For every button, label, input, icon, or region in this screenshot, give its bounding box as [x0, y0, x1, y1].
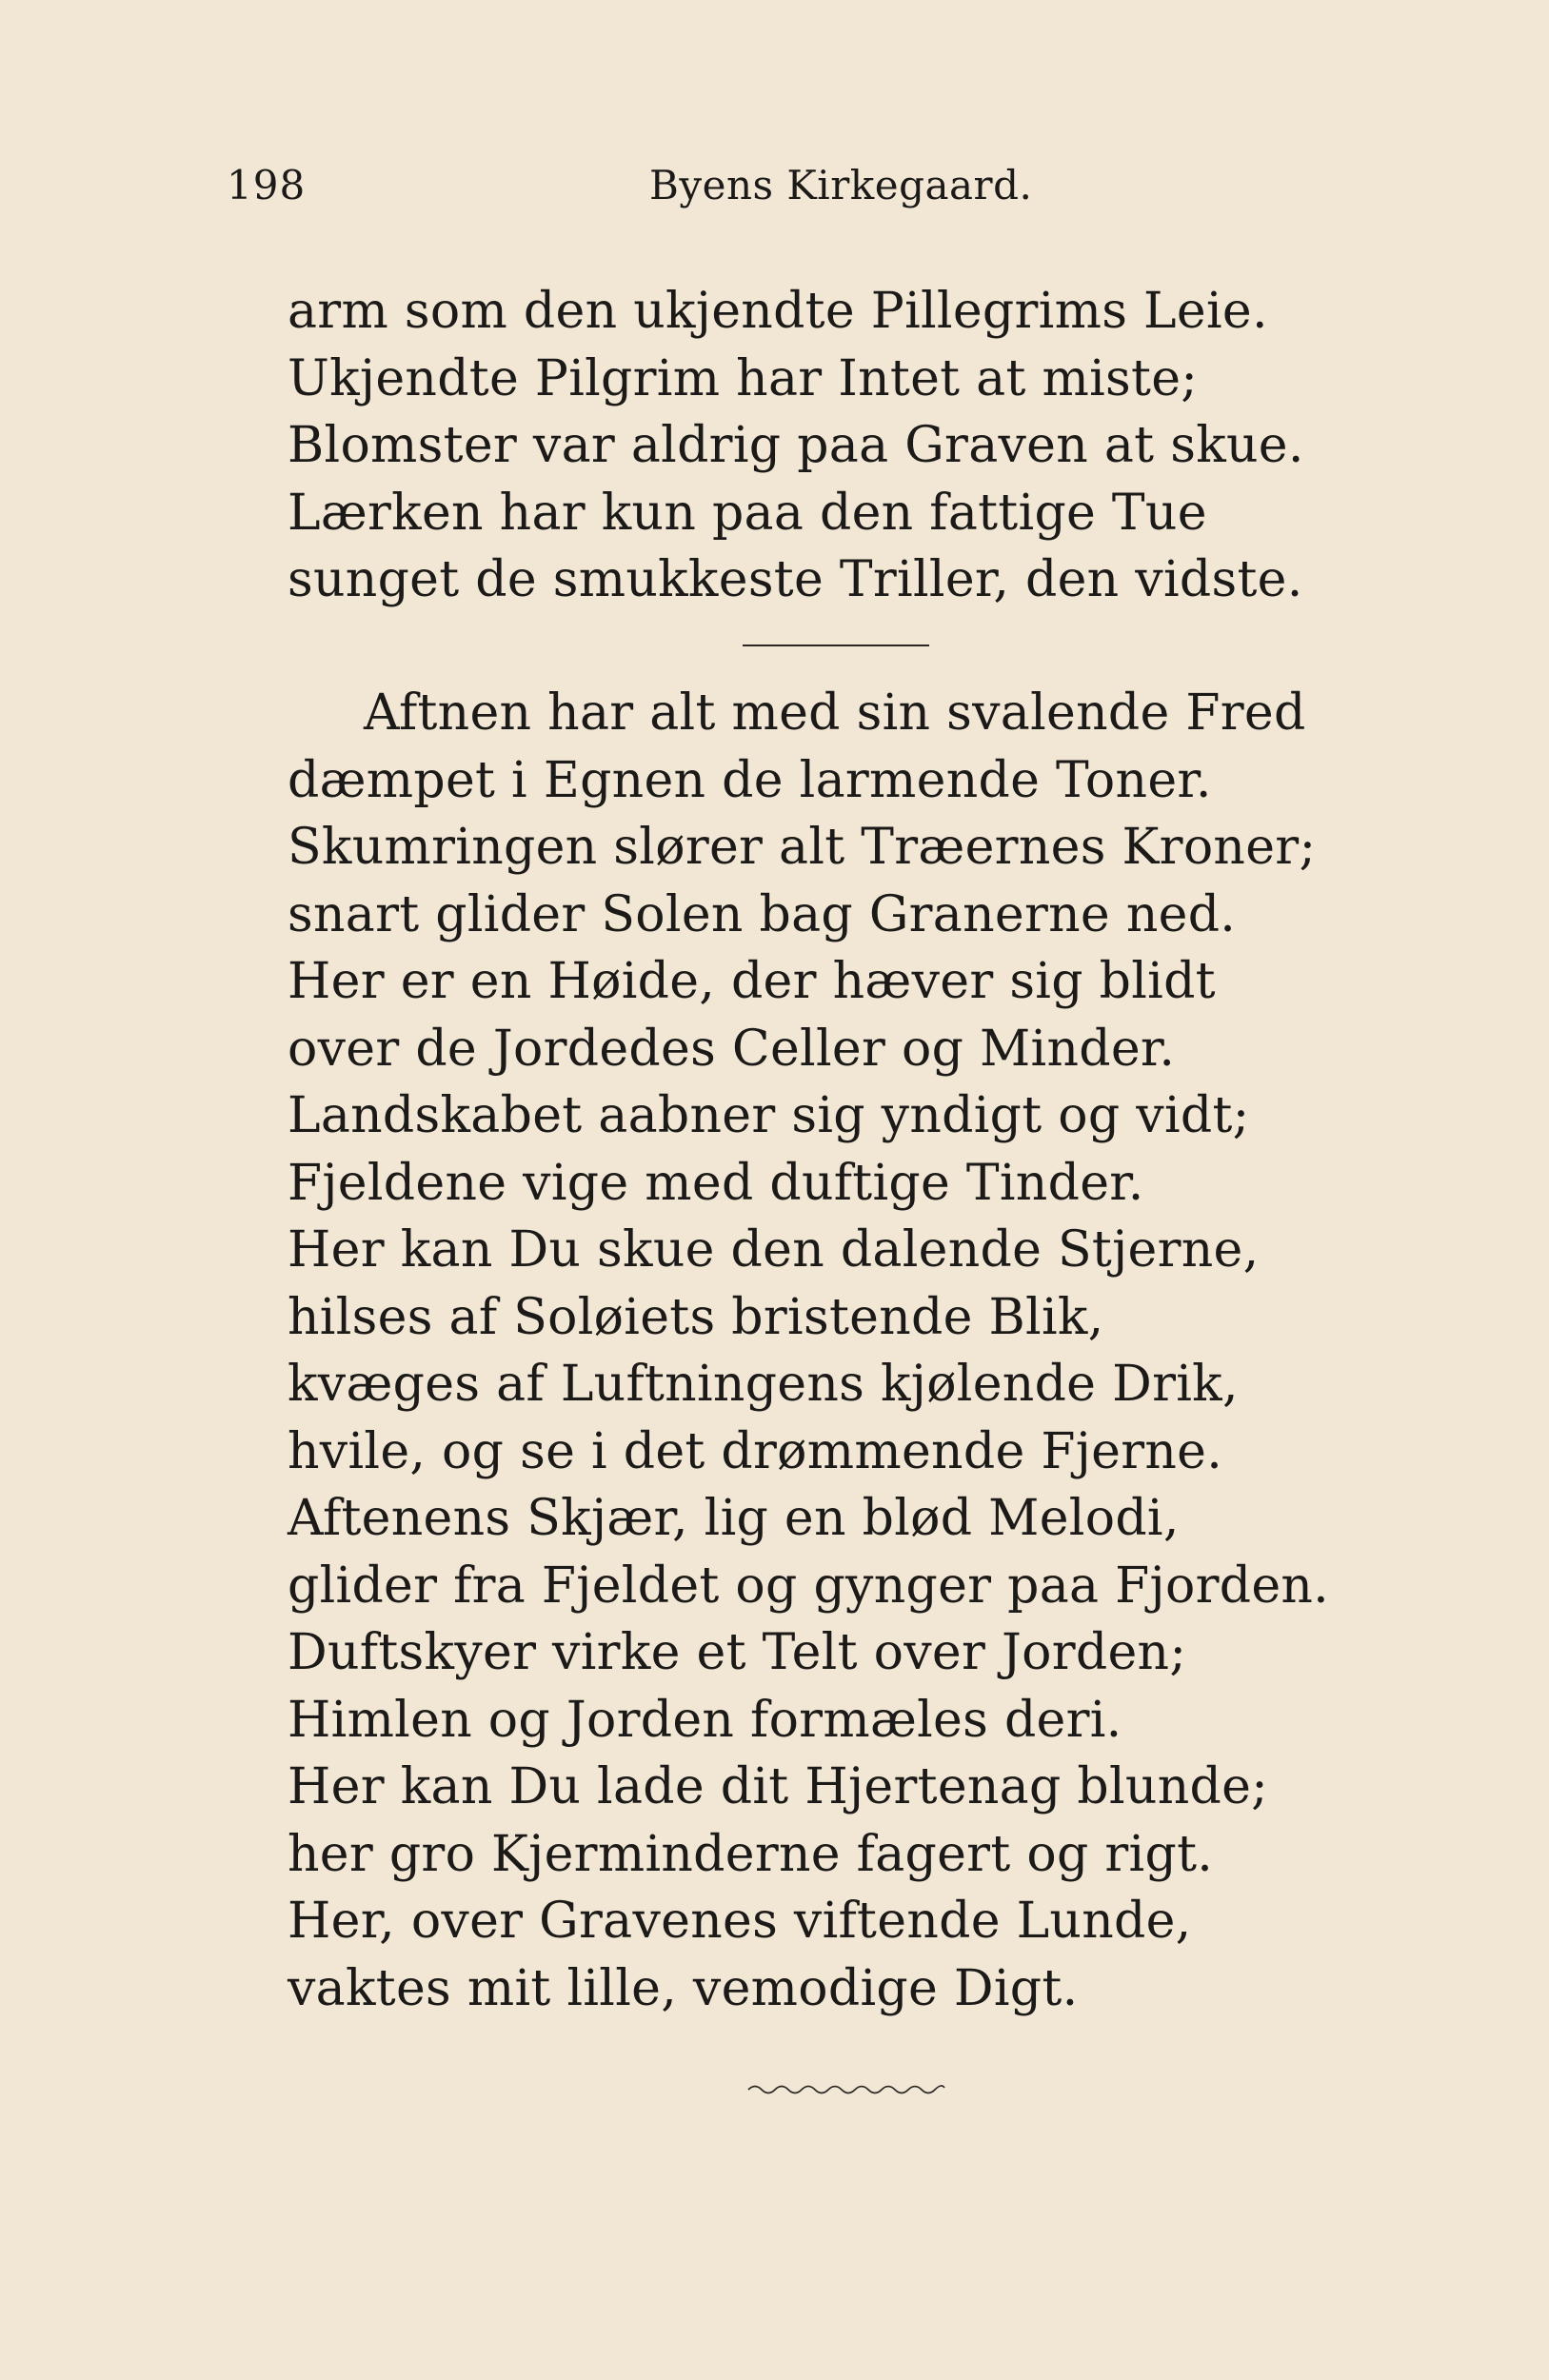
poem-line: kvæges af Luftningens kjølende Drik, — [288, 1356, 1239, 1413]
poem-line: glider fra Fjeldet og gynger paa Fjorden. — [288, 1557, 1330, 1615]
end-ornament-icon — [746, 2081, 946, 2098]
poem-line: Ukjendte Pilgrim har Intet at miste; — [288, 349, 1199, 407]
poem-line: her gro Kjerminderne fagert og rigt. — [288, 1825, 1214, 1883]
poem-line: Fjeldene vige med duftige Tinder. — [288, 1154, 1144, 1212]
poem-line: Aftenens Skjær, lig en blød Melodi, — [288, 1490, 1180, 1547]
page-number: 198 — [227, 162, 307, 208]
poem-line: over de Jordedes Celler og Minder. — [288, 1020, 1176, 1078]
poem-line: Her er en Høide, der hæver sig blidt — [288, 953, 1216, 1010]
running-head: Byens Kirkegaard. — [649, 162, 1033, 208]
poem-line: Blomster var aldrig paa Graven at skue. — [288, 417, 1304, 474]
poem-line: hvile, og se i det drømmende Fjerne. — [288, 1422, 1223, 1480]
stanza-one — [288, 278, 1304, 614]
poem-line: arm som den ukjendte Pillegrims Leie. — [288, 283, 1268, 340]
poem-line: hilses af Soløiets bristende Blik, — [288, 1288, 1104, 1346]
poem-line: Her kan Du lade dit Hjertenag blunde; — [288, 1758, 1268, 1815]
section-divider-rule — [743, 645, 929, 646]
poem-line: Her, over Gravenes viftende Lunde, — [288, 1893, 1192, 1950]
poem-line: snart glider Solen bag Granerne ned. — [288, 885, 1237, 943]
poem-line: Her kan Du skue den dalende Stjerne, — [288, 1221, 1260, 1279]
poem-line: Himlen og Jorden formæles deri. — [288, 1691, 1122, 1749]
stanza-two — [288, 680, 1329, 2022]
poem-line: Skumringen slører alt Træernes Kroner; — [288, 819, 1317, 876]
poem-line: Duftskyer virke et Telt over Jorden; — [288, 1624, 1187, 1681]
poem-line: sunget de smukkeste Triller, den vidste. — [288, 551, 1303, 608]
poem-line: vaktes mit lille, vemodige Digt. — [288, 1959, 1079, 2017]
poem-line: dæmpet i Egnen de larmende Toner. — [288, 751, 1212, 809]
poem-line: Aftnen har alt med sin svalende Fred — [364, 684, 1306, 742]
poem-line: Lærken har kun paa den fattige Tue — [288, 484, 1207, 542]
poem-line: Landskabet aabner sig yndigt og vidt; — [288, 1087, 1250, 1144]
